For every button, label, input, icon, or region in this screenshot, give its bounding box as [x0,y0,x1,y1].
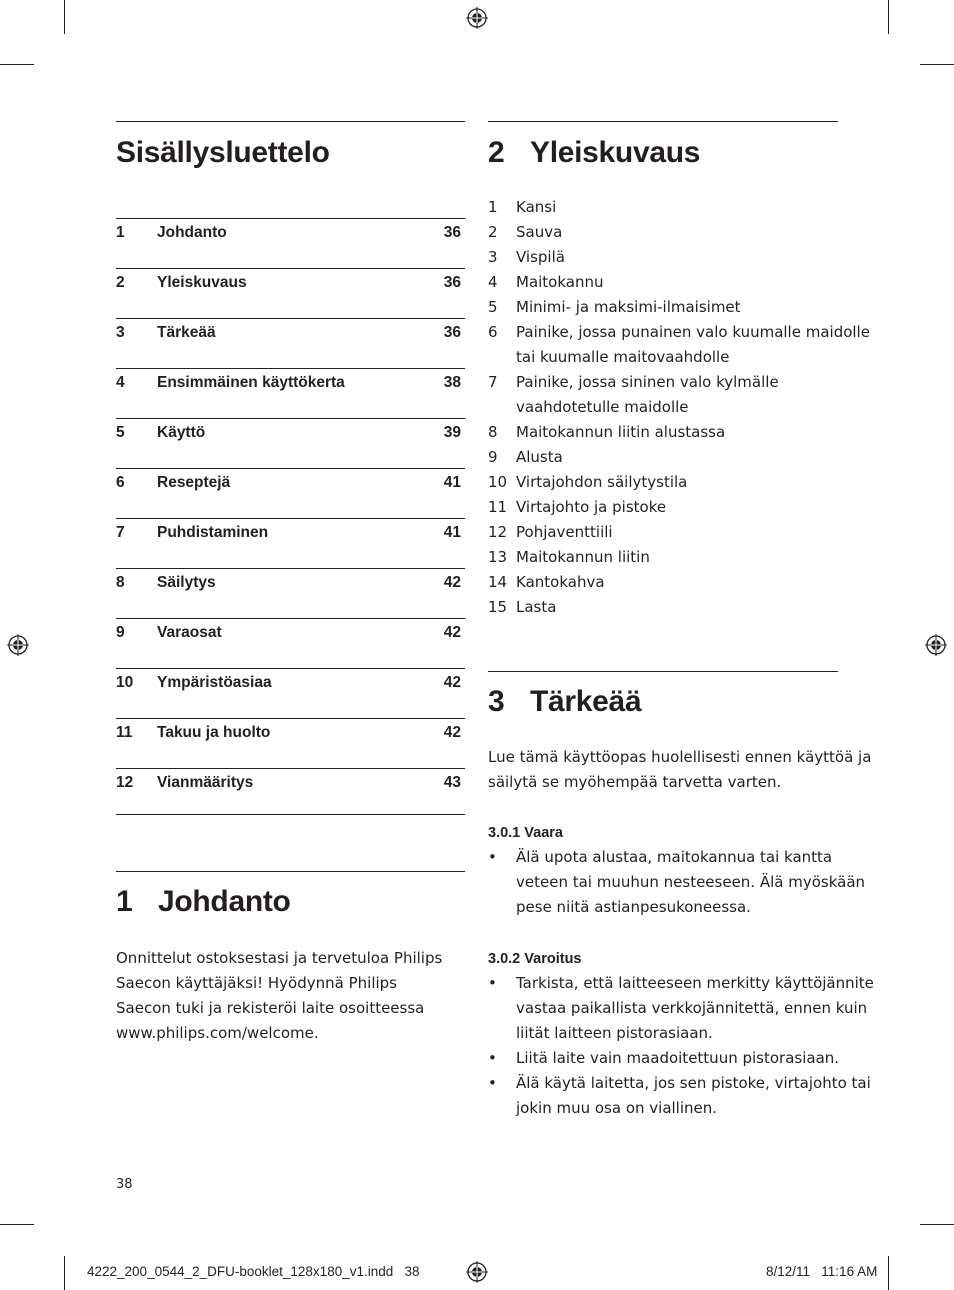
bullet-text [516,1046,840,1071]
section-rule [488,121,838,122]
toc-divider [116,368,465,369]
toc-divider [116,518,465,519]
toc-entry-page: 38 [443,374,461,391]
toc-divider [116,468,465,469]
toc-entry [116,424,461,446]
overview-item [488,195,838,220]
overview-item-number: 5 [488,298,498,316]
toc-entry-page: 41 [443,474,461,491]
crop-mark [64,1256,65,1290]
toc-entry-title: Puhdistaminen [157,524,269,541]
overview-item [488,320,870,370]
toc-entry-title: Ensimmäinen käyttökerta [157,374,345,391]
toc-divider [116,318,465,319]
body-line: Saecon tuki ja rekisteröi laite osoitteessa [116,999,425,1017]
crop-mark [920,64,954,65]
toc-entry-title: Ympäristöasiaa [157,674,272,691]
page-number: 38 [116,1177,133,1192]
body-line: Onnittelut ostoksestasi ja tervetuloa Philips [116,949,443,967]
subsection-heading: 3.0.1 Vaara [488,825,563,841]
toc-entry-number: 8 [116,574,125,591]
overview-item [488,295,838,320]
crop-mark [888,0,889,34]
section-rule [116,871,465,872]
bullet-item [488,971,874,1046]
toc-entry-title: Takuu ja huolto [157,724,271,741]
overview-item [488,595,838,620]
overview-item [488,245,838,270]
overview-item-line: Minimi- ja maksimi-ilmaisimet [516,298,741,316]
toc-entry-number: 5 [116,424,125,441]
crop-mark [64,0,65,34]
overview-item-line: vaahdotetulle maidolle [516,398,689,416]
body-line: Lue tämä käyttöopas huolellisesti ennen käyttöä ja [488,748,872,766]
bullet-line: Älä upota alustaa, maitokannua tai kantta [516,848,833,866]
section-2-heading [488,136,700,170]
bullet-item [488,1071,871,1121]
toc-entry-title: Varaosat [157,624,222,641]
overview-item-line: Kansi [516,198,557,216]
toc-entry [116,274,461,296]
crop-mark [0,1224,34,1225]
body-line: www.philips.com/welcome. [116,1024,319,1042]
bullet-icon: • [488,974,497,992]
bullet-line: veteen tai muuhun nesteeseen. Älä myöskään [516,873,866,891]
bullet-icon: • [488,848,497,866]
toc-entry [116,774,461,796]
overview-item-line: Virtajohdon säilytystila [516,473,688,491]
overview-item [488,370,838,420]
toc-entry-title: Yleiskuvaus [157,274,247,291]
body-line: Saecon käyttäjäksi! Hyödynnä Philips [116,974,397,992]
bullet-text [516,845,866,920]
bullet-line: Tarkista, että laitteeseen merkitty käyttöjännite [516,974,874,992]
bullet-line: jokin muu osa on viallinen. [516,1099,718,1117]
overview-item-number: 7 [488,373,498,391]
toc-entry [116,524,461,546]
toc-entry-number: 11 [116,724,133,741]
overview-item-text [516,570,836,595]
bullet-line: vastaa paikallista verkkojännitettä, ennen kuin [516,999,868,1017]
bullet-line: pese niitä astianpesukoneessa. [516,898,751,916]
overview-item-number: 6 [488,323,498,341]
overview-item-line: Pohjaventtiili [516,523,613,541]
toc-entry-number: 10 [116,674,134,691]
toc-entry [116,374,461,396]
overview-item [488,220,838,245]
section-rule [116,121,465,122]
overview-item [488,520,838,545]
overview-item-number: 2 [488,223,498,241]
overview-item-line: tai kuumalle maitovaahdolle [516,348,730,366]
slug-file-info: 4222_200_0544_2_DFU-booklet_128x180_v1.indd 38 [87,1264,420,1279]
toc-entry [116,724,461,746]
toc-divider [116,418,465,419]
overview-item-number: 10 [488,473,508,491]
overview-item-number: 11 [488,498,508,516]
overview-item-line: Maitokannun liitin alustassa [516,423,726,441]
overview-item-number: 9 [488,448,498,466]
overview-item-text [516,470,836,495]
bullet-line: liität laitteen pistorasiaan. [516,1024,713,1042]
overview-item-line: Lasta [516,598,557,616]
overview-item-text [516,320,870,370]
toc-title: Sisällysluettelo [116,136,330,169]
toc-divider [116,568,465,569]
section-title: Tärkeää [530,685,642,718]
crop-mark [0,64,34,65]
overview-item-number: 12 [488,523,508,541]
toc-entry [116,224,461,246]
overview-item-text [516,220,836,245]
toc-entry-number: 2 [116,274,125,291]
bullet-item [488,845,866,920]
overview-item-line: Maitokannun liitin [516,548,650,566]
overview-item-line: Kantokahva [516,573,605,591]
toc-entry-page: 36 [443,274,461,291]
registration-mark-icon [466,7,488,29]
overview-item-line: Vispilä [516,248,565,266]
toc-divider [116,768,465,769]
toc-divider [116,268,465,269]
toc-entry-number: 7 [116,524,125,541]
overview-item-number: 14 [488,573,508,591]
section-3-heading [488,685,641,719]
bullet-icon: • [488,1049,497,1067]
registration-mark-icon [7,634,29,656]
toc-divider [116,618,465,619]
overview-item-number: 1 [488,198,498,216]
toc-entry-title: Johdanto [157,224,227,241]
overview-item-text [516,520,836,545]
section-title: Yleiskuvaus [530,136,701,169]
overview-item-text [516,545,836,570]
toc-entry-title: Reseptejä [157,474,231,491]
overview-item-line: Virtajohto ja pistoke [516,498,667,516]
overview-item [488,495,838,520]
overview-item-text [516,195,836,220]
toc-entry-number: 12 [116,774,134,791]
toc-entry [116,324,461,346]
toc-entry-title: Käyttö [157,424,206,441]
toc-divider [116,668,465,669]
toc-entry-number: 4 [116,374,125,391]
toc-entry-page: 43 [443,774,461,791]
toc-entry-number: 1 [116,224,125,241]
bullet-text [516,971,874,1046]
toc-entry [116,574,461,596]
toc-entry-page: 42 [443,574,461,591]
toc-entry [116,474,461,496]
bullet-text [516,1071,871,1121]
toc-entry-number: 6 [116,474,125,491]
body-line: säilytä se myöhempää tarvetta varten. [488,773,782,791]
toc-entry-page: 42 [443,724,461,741]
registration-mark-icon [466,1261,488,1283]
toc-entry-number: 9 [116,624,125,641]
slug-datetime: 8/12/11 11:16 AM [766,1264,878,1279]
toc-entry-number: 3 [116,324,125,341]
toc-entry-page: 36 [443,224,461,241]
overview-item-number: 3 [488,248,498,266]
overview-item-line: Painike, jossa sininen valo kylmälle [516,373,779,391]
toc-divider [116,814,465,815]
overview-item [488,445,838,470]
overview-item-text [516,445,836,470]
toc-entry-page: 39 [443,424,461,441]
overview-item-line: Alusta [516,448,563,466]
toc-entry-title: Säilytys [157,574,216,591]
overview-item [488,270,838,295]
overview-item-text [516,245,836,270]
toc-divider [116,718,465,719]
overview-item-number: 15 [488,598,508,616]
overview-item-line: Painike, jossa punainen valo kuumalle maidolle [516,323,870,341]
overview-item-text [516,420,836,445]
overview-item [488,470,838,495]
toc-entry [116,624,461,646]
bullet-icon: • [488,1074,497,1092]
overview-item [488,545,838,570]
overview-item-text [516,495,836,520]
crop-mark [888,1256,889,1290]
overview-item-text [516,270,836,295]
section-rule [488,671,838,672]
toc-entry-page: 42 [443,624,461,641]
bullet-line: Älä käytä laitetta, jos sen pistoke, virtajohto tai [516,1074,871,1092]
toc-divider [116,218,465,219]
section-number: 3 [488,685,505,718]
overview-item-text [516,295,836,320]
toc-entry-title: Tärkeää [157,324,216,341]
toc-entry [116,674,461,696]
crop-mark [920,1224,954,1225]
overview-item [488,570,838,595]
subsection-heading: 3.0.2 Varoitus [488,951,582,967]
bullet-item [488,1046,838,1071]
toc-entry-page: 36 [443,324,461,341]
registration-mark-icon [925,634,947,656]
bullet-line: Liitä laite vain maadoitettuun pistorasiaan. [516,1049,840,1067]
overview-item-number: 4 [488,273,498,291]
toc-entry-page: 41 [443,524,461,541]
overview-item-line: Sauva [516,223,563,241]
toc-entry-title: Vianmääritys [157,774,254,791]
overview-item-text [516,370,836,420]
section-number: 2 [488,136,505,169]
section-title: Johdanto [158,885,291,918]
toc-entry-page: 42 [443,674,461,691]
section-number: 1 [116,885,133,918]
section-1-heading [116,885,291,919]
overview-item [488,420,838,445]
overview-item-line: Maitokannu [516,273,604,291]
overview-item-text [516,595,836,620]
overview-item-number: 13 [488,548,508,566]
overview-item-number: 8 [488,423,498,441]
